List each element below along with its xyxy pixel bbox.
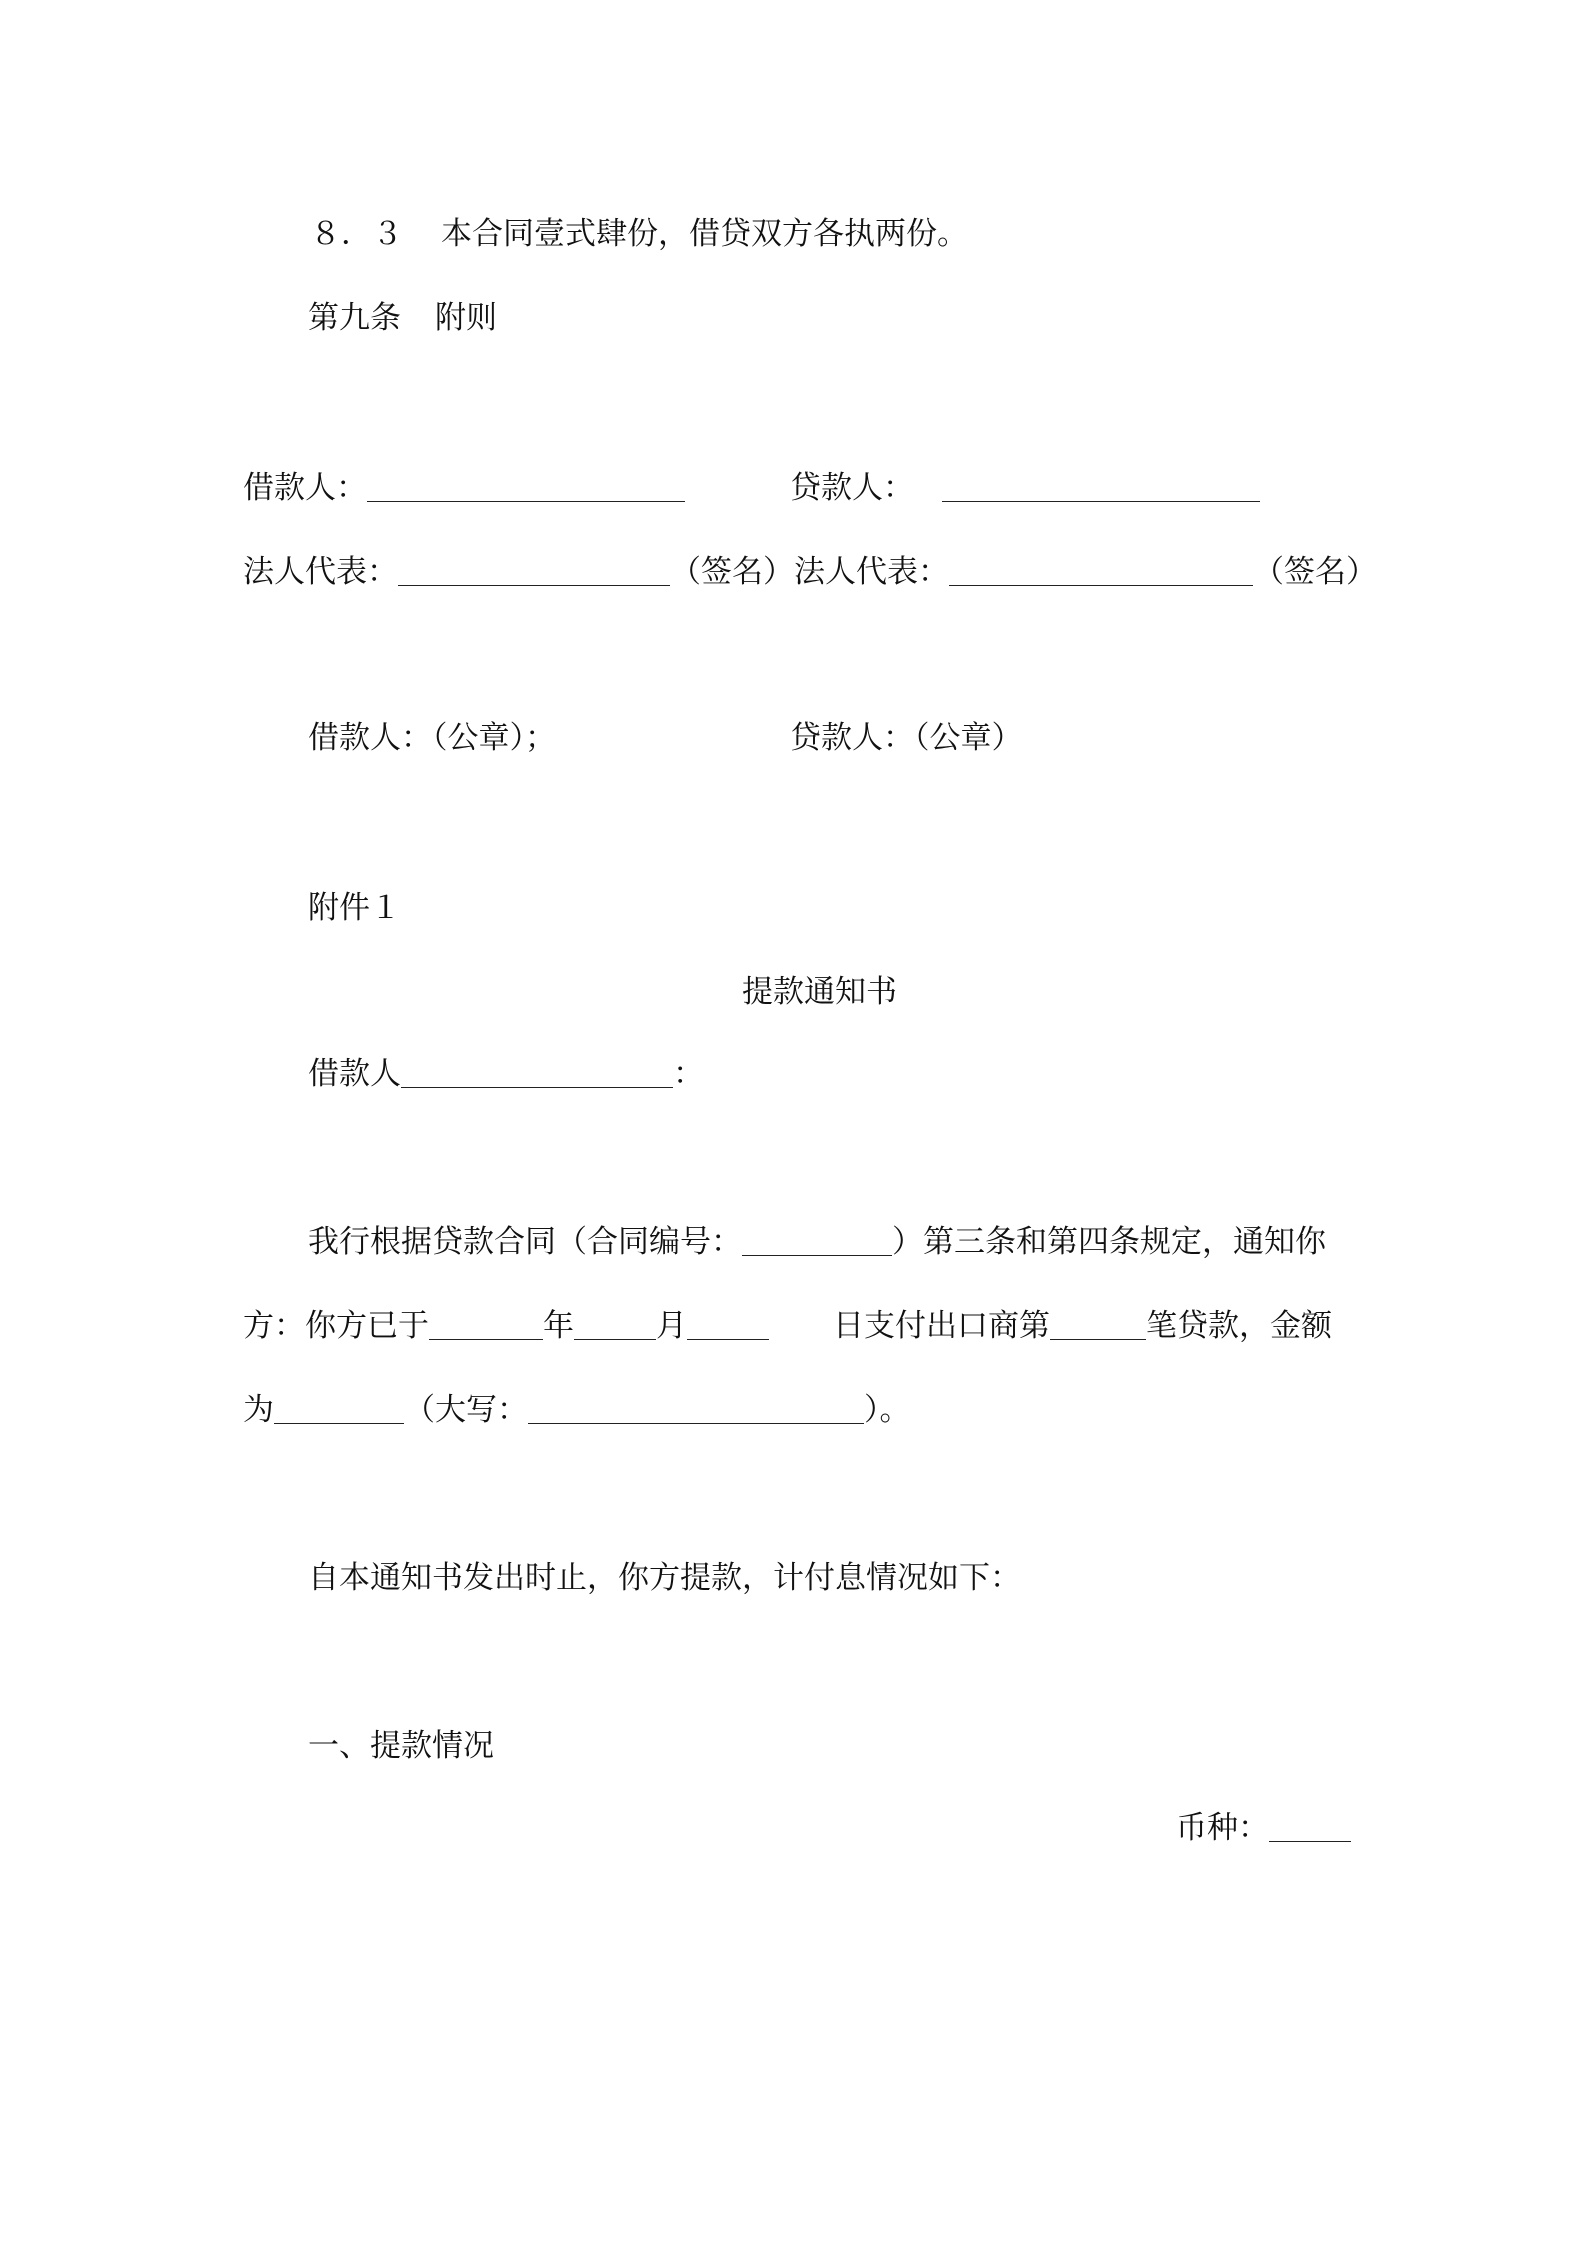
borrower-name-field[interactable] xyxy=(367,471,685,502)
addressee-label: 借款人 xyxy=(308,1056,401,1092)
attachment-label: 附件１ xyxy=(308,890,401,926)
month-field[interactable] xyxy=(574,1309,656,1340)
lender-label: 贷款人： xyxy=(790,470,914,506)
notice-line1-a: 我行根据贷款合同（合同编号： xyxy=(308,1224,742,1260)
addressee-line xyxy=(308,1054,704,1094)
notice-line2-a: 方：你方已于 xyxy=(243,1308,429,1344)
year-field[interactable] xyxy=(429,1309,543,1340)
addressee-colon: ： xyxy=(673,1056,704,1092)
borrower-label: 借款人： xyxy=(243,470,367,506)
clause-text: 本合同壹式肆份，借贷双方各执两份。 xyxy=(441,216,968,252)
borrower-legal-rep-field[interactable] xyxy=(398,555,670,586)
currency-field[interactable] xyxy=(1269,1811,1351,1842)
contract-number-field[interactable] xyxy=(742,1225,892,1256)
day-field[interactable] xyxy=(687,1309,769,1340)
lender-sign-note: （签名） xyxy=(1253,554,1377,590)
notice-line3-b: （大写： xyxy=(404,1392,528,1428)
interest-statement: 自本通知书发出时止，你方提款，计付息情况如下： xyxy=(308,1560,1021,1596)
legal-rep-line xyxy=(243,552,1377,592)
section-1-heading: 一、提款情况 xyxy=(308,1728,494,1764)
clause-8-3 xyxy=(310,214,968,254)
borrower-sign-note: （签名） xyxy=(670,554,794,590)
lender-legal-rep-label: 法人代表： xyxy=(794,554,949,590)
lender-sign-line xyxy=(790,468,1260,508)
notice-line1-b: ）第三条和第四条规定，通知你 xyxy=(892,1224,1326,1260)
amount-uppercase-field[interactable] xyxy=(528,1393,864,1424)
day-text: 日支付出口商第 xyxy=(833,1308,1050,1344)
notice-line2-b: 笔贷款，金额 xyxy=(1146,1308,1332,1344)
loan-number-field[interactable] xyxy=(1050,1309,1146,1340)
lender-seal: 贷款人：（公章） xyxy=(790,720,1023,756)
article-9-heading xyxy=(308,298,497,338)
borrower-sign-line xyxy=(243,468,685,508)
year-label: 年 xyxy=(543,1308,574,1344)
lender-legal-rep-field[interactable] xyxy=(949,555,1253,586)
borrower-seal: 借款人：（公章）； xyxy=(308,720,556,756)
amount-field[interactable] xyxy=(274,1393,404,1424)
addressee-field[interactable] xyxy=(401,1057,673,1088)
month-label: 月 xyxy=(656,1308,687,1344)
lender-name-field[interactable] xyxy=(942,471,1260,502)
currency-label: 币种： xyxy=(1176,1810,1269,1846)
notice-line3-a: 为 xyxy=(243,1392,274,1428)
borrower-legal-rep-label: 法人代表： xyxy=(243,554,398,590)
notice-line-1 xyxy=(308,1222,1326,1262)
article-label: 第九条 xyxy=(308,300,401,336)
notice-line3-c: ）。 xyxy=(864,1392,911,1428)
attachment-title: 提款通知书 xyxy=(742,974,897,1010)
clause-number: ８．３ xyxy=(310,216,403,252)
notice-line-2 xyxy=(243,1306,1332,1346)
currency-line xyxy=(1176,1808,1351,1848)
notice-line-3 xyxy=(243,1390,911,1430)
article-title: 附则 xyxy=(435,300,497,336)
